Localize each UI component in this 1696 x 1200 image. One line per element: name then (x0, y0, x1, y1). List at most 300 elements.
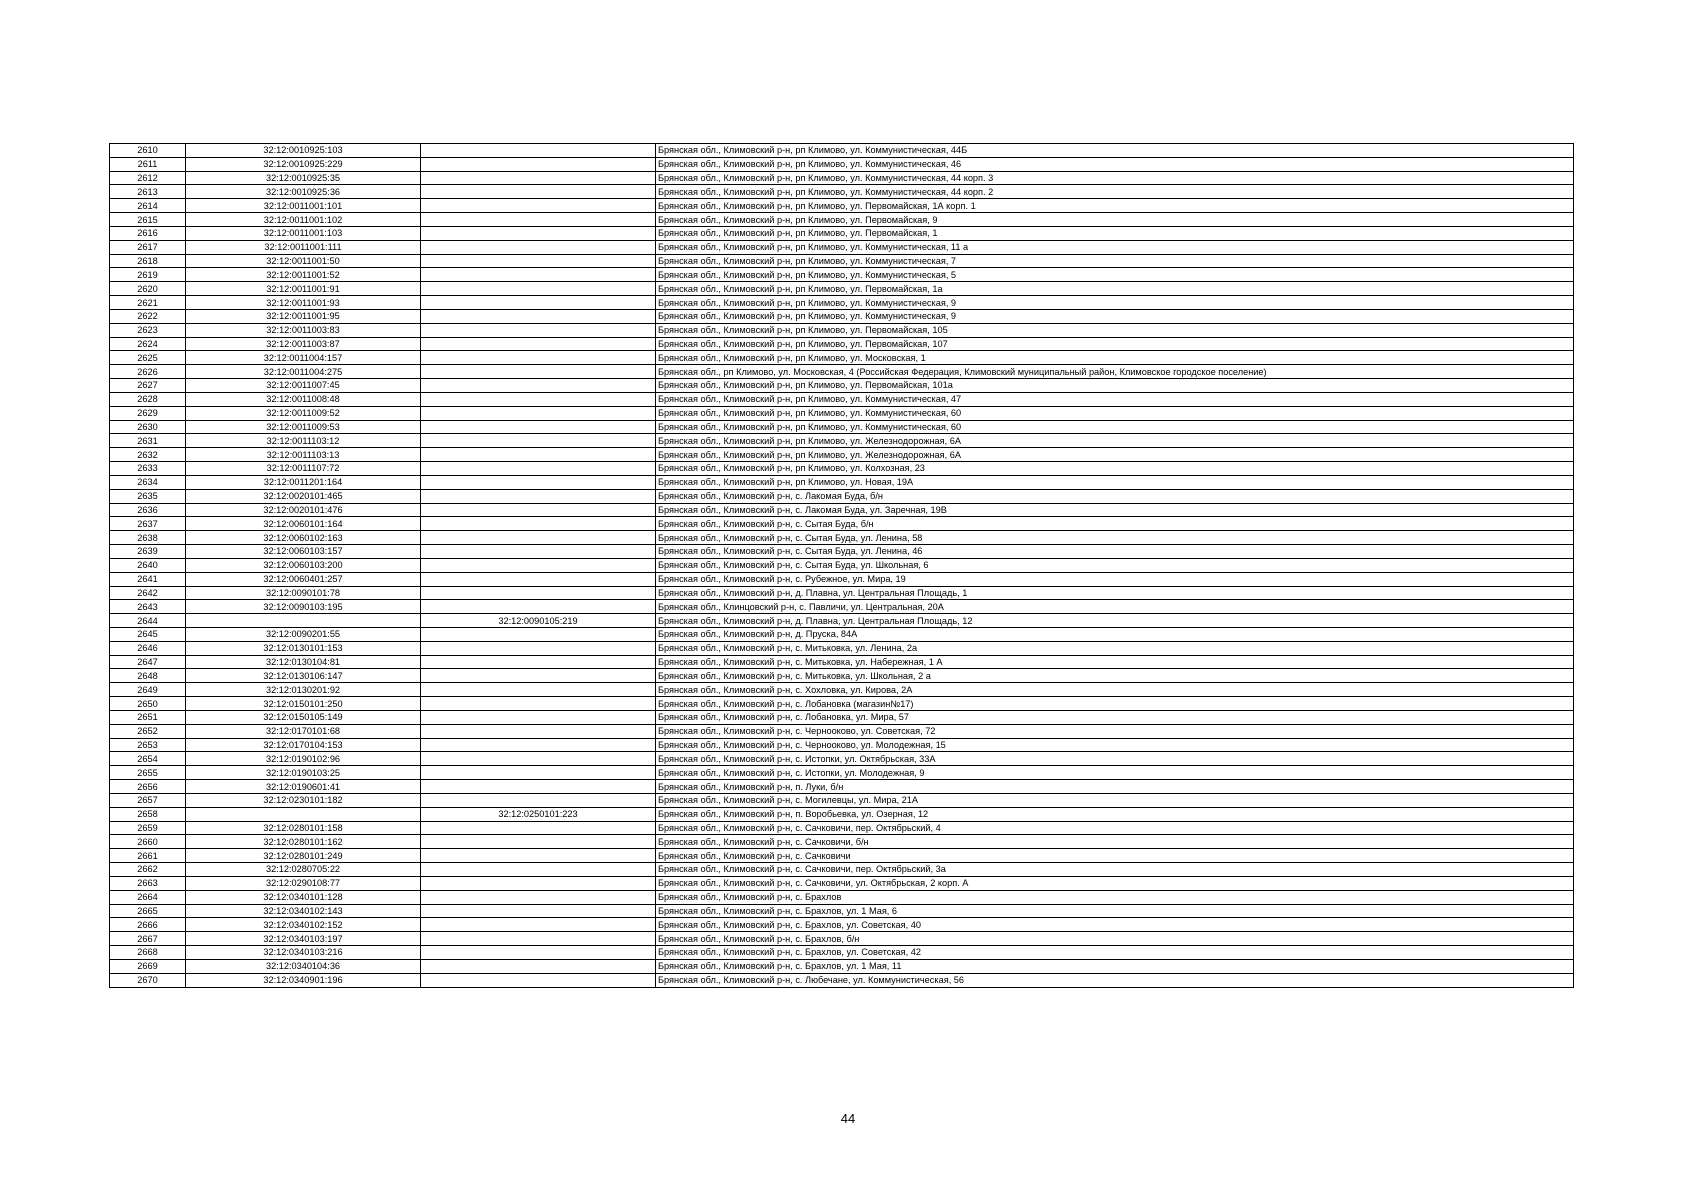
address-cell: Брянская обл., Климовский р-н, рп Климово, ул. Коммунистическая, 47 (656, 392, 1574, 406)
cadastral-number-alt-cell (421, 959, 656, 973)
cadastral-number-cell: 32:12:0011001:93 (186, 296, 421, 310)
cadastral-number-cell: 32:12:0011103:12 (186, 434, 421, 448)
cadastral-number-alt-cell (421, 724, 656, 738)
cadastral-number-alt-cell (421, 793, 656, 807)
table-row (110, 835, 1574, 849)
cadastral-number-alt-cell (421, 835, 656, 849)
cadastral-number-cell: 32:12:0060401:257 (186, 572, 421, 586)
table-row (110, 475, 1574, 489)
row-number-cell: 2629 (110, 406, 186, 420)
row-number-cell: 2611 (110, 157, 186, 171)
row-number-cell: 2610 (110, 144, 186, 158)
cadastral-number-cell: 32:12:0340104:36 (186, 959, 421, 973)
address-cell: Брянская обл., Климовский р-н, с. Лакомая Буда, ул. Заречная, 19В (656, 503, 1574, 517)
address-cell: Брянская обл., Климовский р-н, рп Климово, ул. Первомайская, 105 (656, 323, 1574, 337)
row-number-cell: 2642 (110, 586, 186, 600)
cadastral-number-cell: 32:12:0020101:465 (186, 489, 421, 503)
row-number-cell: 2634 (110, 475, 186, 489)
cadastral-number-alt-cell (421, 185, 656, 199)
address-cell: Брянская обл., Климовский р-н, рп Климово, ул. Первомайская, 1а (656, 282, 1574, 296)
table-row (110, 185, 1574, 199)
cadastral-number-alt-cell (421, 600, 656, 614)
cadastral-number-cell: 32:12:0011107:72 (186, 462, 421, 476)
cadastral-number-cell: 32:12:0010925:36 (186, 185, 421, 199)
cadastral-number-alt-cell (421, 655, 656, 669)
table-row (110, 586, 1574, 600)
row-number-cell: 2613 (110, 185, 186, 199)
row-number-cell: 2630 (110, 420, 186, 434)
table-row (110, 489, 1574, 503)
row-number-cell: 2645 (110, 627, 186, 641)
cadastral-number-cell: 32:12:0011007:45 (186, 379, 421, 393)
cadastral-number-cell: 32:12:0060103:200 (186, 558, 421, 572)
address-cell: Брянская обл., Климовский р-н, рп Климово, ул. Коммунистическая, 7 (656, 254, 1574, 268)
address-cell: Брянская обл., Климовский р-н, с. Любечане, ул. Коммунистическая, 56 (656, 973, 1574, 987)
table-row (110, 379, 1574, 393)
table-row (110, 655, 1574, 669)
row-number-cell: 2617 (110, 240, 186, 254)
cadastral-number-cell: 32:12:0011103:13 (186, 448, 421, 462)
address-cell: Брянская обл., Климовский р-н, рп Климово, ул. Первомайская, 1 (656, 226, 1574, 240)
cadastral-number-cell: 32:12:0230101:182 (186, 793, 421, 807)
cadastral-number-alt-cell (421, 157, 656, 171)
row-number-cell: 2633 (110, 462, 186, 476)
table-row (110, 517, 1574, 531)
cadastral-number-cell: 32:12:0010925:103 (186, 144, 421, 158)
cadastral-number-alt-cell (421, 365, 656, 379)
address-cell: Брянская обл., Климовский р-н, с. Сытая Буда, ул. Ленина, 46 (656, 545, 1574, 559)
address-cell: Брянская обл., рп Климово, ул. Московская, 4 (Российская Федерация, Климовский муниципальный район, Климовское городское поселение) (656, 365, 1574, 379)
row-number-cell: 2614 (110, 199, 186, 213)
cadastral-number-cell: 32:12:0011004:275 (186, 365, 421, 379)
row-number-cell: 2658 (110, 807, 186, 821)
address-cell: Брянская обл., Климовский р-н, рп Климово, ул. Московская, 1 (656, 351, 1574, 365)
cadastral-number-alt-cell (421, 738, 656, 752)
table-row (110, 572, 1574, 586)
table-row (110, 614, 1574, 628)
cadastral-number-cell: 32:12:0011008:48 (186, 392, 421, 406)
table-row (110, 793, 1574, 807)
address-cell: Брянская обл., Климовский р-н, с. Брахлов, ул. 1 Мая, 11 (656, 959, 1574, 973)
address-cell: Брянская обл., Климовский р-н, рп Климово, ул. Коммунистическая, 9 (656, 296, 1574, 310)
address-cell: Брянская обл., Климовский р-н, п. Луки, б/н (656, 780, 1574, 794)
cadastral-number-alt-cell (421, 351, 656, 365)
cadastral-number-cell (186, 614, 421, 628)
table-row (110, 268, 1574, 282)
row-number-cell: 2653 (110, 738, 186, 752)
table-row (110, 697, 1574, 711)
table-row (110, 545, 1574, 559)
address-cell: Брянская обл., Климовский р-н, рп Климово, ул. Коммунистическая, 44 корп. 3 (656, 171, 1574, 185)
cadastral-number-cell: 32:12:0280705:22 (186, 863, 421, 877)
address-cell: Брянская обл., Климовский р-н, с. Сытая Буда, ул. Школьная, 6 (656, 558, 1574, 572)
address-cell: Брянская обл., Климовский р-н, рп Климово, ул. Коммунистическая, 5 (656, 268, 1574, 282)
row-number-cell: 2644 (110, 614, 186, 628)
cadastral-number-alt-cell: 32:12:0090105:219 (421, 614, 656, 628)
cadastral-number-cell: 32:12:0011001:102 (186, 213, 421, 227)
cadastral-number-alt-cell (421, 406, 656, 420)
row-number-cell: 2659 (110, 821, 186, 835)
cadastral-number-alt-cell (421, 475, 656, 489)
table-row (110, 296, 1574, 310)
cadastral-number-cell: 32:12:0011201:164 (186, 475, 421, 489)
address-cell: Брянская обл., Климовский р-н, с. Митьковка, ул. Ленина, 2а (656, 641, 1574, 655)
cadastral-number-cell: 32:12:0150105:149 (186, 710, 421, 724)
cadastral-number-cell: 32:12:0011001:101 (186, 199, 421, 213)
table-row (110, 849, 1574, 863)
address-cell: Брянская обл., Климовский р-н, рп Климово, ул. Коммунистическая, 11 а (656, 240, 1574, 254)
cadastral-number-alt-cell (421, 199, 656, 213)
row-number-cell: 2670 (110, 973, 186, 987)
table-row (110, 946, 1574, 960)
cadastral-number-cell: 32:12:0011001:52 (186, 268, 421, 282)
cadastral-number-cell: 32:12:0130106:147 (186, 669, 421, 683)
row-number-cell: 2641 (110, 572, 186, 586)
cadastral-number-cell: 32:12:0090103:195 (186, 600, 421, 614)
table-row (110, 157, 1574, 171)
row-number-cell: 2667 (110, 932, 186, 946)
row-number-cell: 2621 (110, 296, 186, 310)
table-row (110, 904, 1574, 918)
table-row (110, 959, 1574, 973)
table-row (110, 226, 1574, 240)
page-number: 44 (840, 1111, 856, 1126)
address-cell: Брянская обл., Климовский р-н, рп Климово, ул. Первомайская, 107 (656, 337, 1574, 351)
cadastral-number-alt-cell (421, 946, 656, 960)
cadastral-number-alt-cell (421, 462, 656, 476)
address-cell: Брянская обл., Климовский р-н, д. Плавна, ул. Центральная Площадь, 1 (656, 586, 1574, 600)
address-cell: Брянская обл., Климовский р-н, рп Климово, ул. Коммунистическая, 60 (656, 420, 1574, 434)
row-number-cell: 2661 (110, 849, 186, 863)
cadastral-number-alt-cell (421, 379, 656, 393)
address-cell: Брянская обл., Климовский р-н, с. Чернооково, ул. Советская, 72 (656, 724, 1574, 738)
address-cell: Брянская обл., Климовский р-н, с. Рубежное, ул. Мира, 19 (656, 572, 1574, 586)
row-number-cell: 2666 (110, 918, 186, 932)
cadastral-number-alt-cell (421, 710, 656, 724)
cadastral-number-cell: 32:12:0011001:50 (186, 254, 421, 268)
table-row (110, 821, 1574, 835)
table-row (110, 863, 1574, 877)
cadastral-number-cell: 32:12:0020101:476 (186, 503, 421, 517)
row-number-cell: 2637 (110, 517, 186, 531)
cadastral-number-alt-cell (421, 904, 656, 918)
row-number-cell: 2669 (110, 959, 186, 973)
address-cell: Брянская обл., Климовский р-н, рп Климово, ул. Коммунистическая, 46 (656, 157, 1574, 171)
cadastral-number-alt-cell (421, 752, 656, 766)
row-number-cell: 2664 (110, 890, 186, 904)
table-body (110, 144, 1574, 988)
cadastral-number-cell: 32:12:0280101:249 (186, 849, 421, 863)
cadastral-number-cell: 32:12:0010925:35 (186, 171, 421, 185)
address-cell: Брянская обл., Климовский р-н, с. Чернооково, ул. Молодежная, 15 (656, 738, 1574, 752)
row-number-cell: 2626 (110, 365, 186, 379)
table-row (110, 144, 1574, 158)
cadastral-number-cell: 32:12:0280101:158 (186, 821, 421, 835)
address-cell: Брянская обл., Климовский р-н, с. Лобановка, ул. Мира, 57 (656, 710, 1574, 724)
cadastral-number-alt-cell (421, 171, 656, 185)
table-row (110, 503, 1574, 517)
cadastral-number-alt-cell (421, 973, 656, 987)
address-cell: Брянская обл., Климовский р-н, с. Истопки, ул. Октябрьская, 33А (656, 752, 1574, 766)
address-cell: Брянская обл., Климовский р-н, рп Климово, ул. Железнодорожная, 6А (656, 448, 1574, 462)
row-number-cell: 2663 (110, 876, 186, 890)
row-number-cell: 2640 (110, 558, 186, 572)
row-number-cell: 2632 (110, 448, 186, 462)
cadastral-number-alt-cell (421, 572, 656, 586)
cadastral-number-cell: 32:12:0340101:128 (186, 890, 421, 904)
table-row (110, 780, 1574, 794)
registry-table (109, 143, 1574, 988)
cadastral-number-alt-cell (421, 683, 656, 697)
table-row (110, 392, 1574, 406)
row-number-cell: 2625 (110, 351, 186, 365)
address-cell: Брянская обл., Климовский р-н, рп Климово, ул. Коммунистическая, 44Б (656, 144, 1574, 158)
cadastral-number-cell: 32:12:0290108:77 (186, 876, 421, 890)
table-row (110, 600, 1574, 614)
cadastral-number-alt-cell (421, 420, 656, 434)
table-row (110, 683, 1574, 697)
cadastral-number-cell: 32:12:0340102:143 (186, 904, 421, 918)
cadastral-number-alt-cell (421, 558, 656, 572)
cadastral-number-alt-cell (421, 890, 656, 904)
cadastral-number-alt-cell (421, 268, 656, 282)
cadastral-number-cell: 32:12:0011009:52 (186, 406, 421, 420)
cadastral-number-alt-cell (421, 876, 656, 890)
table-row (110, 213, 1574, 227)
cadastral-number-cell: 32:12:0190103:25 (186, 766, 421, 780)
row-number-cell: 2656 (110, 780, 186, 794)
row-number-cell: 2650 (110, 697, 186, 711)
cadastral-number-alt-cell (421, 296, 656, 310)
address-cell: Брянская обл., Климовский р-н, с. Сачковичи (656, 849, 1574, 863)
row-number-cell: 2636 (110, 503, 186, 517)
cadastral-number-alt-cell (421, 517, 656, 531)
cadastral-number-alt-cell (421, 669, 656, 683)
address-cell: Брянская обл., Климовский р-н, с. Брахлов, б/н (656, 932, 1574, 946)
row-number-cell: 2627 (110, 379, 186, 393)
address-cell: Брянская обл., Климовский р-н, с. Сытая Буда, б/н (656, 517, 1574, 531)
cadastral-number-alt-cell (421, 586, 656, 600)
address-cell: Брянская обл., Климовский р-н, рп Климово, ул. Коммунистическая, 60 (656, 406, 1574, 420)
row-number-cell: 2649 (110, 683, 186, 697)
row-number-cell: 2615 (110, 213, 186, 227)
row-number-cell: 2622 (110, 309, 186, 323)
cadastral-number-cell: 32:12:0011003:87 (186, 337, 421, 351)
row-number-cell: 2612 (110, 171, 186, 185)
cadastral-number-alt-cell (421, 434, 656, 448)
row-number-cell: 2624 (110, 337, 186, 351)
row-number-cell: 2662 (110, 863, 186, 877)
cadastral-number-cell: 32:12:0011001:95 (186, 309, 421, 323)
table-row (110, 558, 1574, 572)
cadastral-number-cell: 32:12:0170101:68 (186, 724, 421, 738)
table-row (110, 918, 1574, 932)
cadastral-number-cell: 32:12:0090101:78 (186, 586, 421, 600)
address-cell: Брянская обл., Климовский р-н, с. Митьковка, ул. Школьная, 2 а (656, 669, 1574, 683)
cadastral-number-alt-cell (421, 641, 656, 655)
address-cell: Брянская обл., Климовский р-н, рп Климово, ул. Коммунистическая, 44 корп. 2 (656, 185, 1574, 199)
cadastral-number-cell: 32:12:0011003:83 (186, 323, 421, 337)
row-number-cell: 2639 (110, 545, 186, 559)
table-row (110, 254, 1574, 268)
address-cell: Брянская обл., Климовский р-н, рп Климово, ул. Новая, 19А (656, 475, 1574, 489)
table-row (110, 240, 1574, 254)
address-cell: Брянская обл., Климовский р-н, рп Климово, ул. Первомайская, 101а (656, 379, 1574, 393)
row-number-cell: 2619 (110, 268, 186, 282)
cadastral-number-cell: 32:12:0340103:216 (186, 946, 421, 960)
cadastral-number-alt-cell (421, 254, 656, 268)
address-cell: Брянская обл., Климовский р-н, с. Сачковичи, ул. Октябрьская, 2 корп. А (656, 876, 1574, 890)
cadastral-number-alt-cell (421, 309, 656, 323)
cadastral-number-cell: 32:12:0190102:96 (186, 752, 421, 766)
row-number-cell: 2660 (110, 835, 186, 849)
table-row (110, 448, 1574, 462)
cadastral-number-alt-cell (421, 392, 656, 406)
cadastral-number-cell: 32:12:0060102:163 (186, 531, 421, 545)
cadastral-number-alt-cell (421, 780, 656, 794)
table-row (110, 434, 1574, 448)
table-row (110, 973, 1574, 987)
cadastral-number-alt-cell (421, 932, 656, 946)
row-number-cell: 2618 (110, 254, 186, 268)
row-number-cell: 2638 (110, 531, 186, 545)
cadastral-number-alt-cell (421, 448, 656, 462)
table-row (110, 420, 1574, 434)
table-row (110, 351, 1574, 365)
row-number-cell: 2648 (110, 669, 186, 683)
address-cell: Брянская обл., Клинцовский р-н, с. Павличи, ул. Центральная, 20А (656, 600, 1574, 614)
cadastral-number-alt-cell (421, 918, 656, 932)
cadastral-number-alt-cell (421, 627, 656, 641)
address-cell: Брянская обл., Климовский р-н, с. Сачковичи, пер. Октябрьский, 3а (656, 863, 1574, 877)
table-row (110, 337, 1574, 351)
address-cell: Брянская обл., Климовский р-н, с. Брахлов, ул. Советская, 42 (656, 946, 1574, 960)
row-number-cell: 2647 (110, 655, 186, 669)
cadastral-number-alt-cell (421, 337, 656, 351)
row-number-cell: 2635 (110, 489, 186, 503)
address-cell: Брянская обл., Климовский р-н, д. Плавна, ул. Центральная Площадь, 12 (656, 614, 1574, 628)
table-row (110, 282, 1574, 296)
cadastral-number-alt-cell (421, 226, 656, 240)
cadastral-number-alt-cell (421, 503, 656, 517)
address-cell: Брянская обл., Климовский р-н, с. Лобановка (магазин№17) (656, 697, 1574, 711)
cadastral-number-alt-cell (421, 240, 656, 254)
cadastral-number-cell: 32:12:0280101:162 (186, 835, 421, 849)
cadastral-number-cell: 32:12:0011001:103 (186, 226, 421, 240)
cadastral-number-cell: 32:12:0170104:153 (186, 738, 421, 752)
row-number-cell: 2620 (110, 282, 186, 296)
address-cell: Брянская обл., Климовский р-н, с. Митьковка, ул. Набережная, 1 А (656, 655, 1574, 669)
row-number-cell: 2652 (110, 724, 186, 738)
address-cell: Брянская обл., Климовский р-н, рп Климово, ул. Первомайская, 1А корп. 1 (656, 199, 1574, 213)
table-row (110, 724, 1574, 738)
cadastral-number-cell: 32:12:0340103:197 (186, 932, 421, 946)
cadastral-number-alt-cell (421, 489, 656, 503)
address-cell: Брянская обл., Климовский р-н, п. Воробьевка, ул. Озерная, 12 (656, 807, 1574, 821)
address-cell: Брянская обл., Климовский р-н, с. Сачковичи, б/н (656, 835, 1574, 849)
table-row (110, 669, 1574, 683)
row-number-cell: 2631 (110, 434, 186, 448)
address-cell: Брянская обл., Климовский р-н, с. Брахлов (656, 890, 1574, 904)
cadastral-number-alt-cell (421, 531, 656, 545)
cadastral-number-cell: 32:12:0011001:111 (186, 240, 421, 254)
cadastral-number-cell: 32:12:0130104:81 (186, 655, 421, 669)
table-row (110, 406, 1574, 420)
table-row (110, 627, 1574, 641)
cadastral-number-alt-cell (421, 282, 656, 296)
address-cell: Брянская обл., Климовский р-н, с. Могилевцы, ул. Мира, 21А (656, 793, 1574, 807)
address-cell: Брянская обл., Климовский р-н, рп Климово, ул. Коммунистическая, 9 (656, 309, 1574, 323)
row-number-cell: 2628 (110, 392, 186, 406)
cadastral-number-alt-cell (421, 863, 656, 877)
row-number-cell: 2616 (110, 226, 186, 240)
table-row (110, 710, 1574, 724)
cadastral-number-cell: 32:12:0060101:164 (186, 517, 421, 531)
cadastral-number-alt-cell (421, 144, 656, 158)
address-cell: Брянская обл., Климовский р-н, с. Брахлов, ул. Советская, 40 (656, 918, 1574, 932)
table-row (110, 890, 1574, 904)
cadastral-number-cell: 32:12:0130201:92 (186, 683, 421, 697)
row-number-cell: 2655 (110, 766, 186, 780)
table-row (110, 323, 1574, 337)
table-row (110, 531, 1574, 545)
cadastral-number-alt-cell (421, 213, 656, 227)
cadastral-number-cell: 32:12:0011001:91 (186, 282, 421, 296)
cadastral-number-cell: 32:12:0010925:229 (186, 157, 421, 171)
address-cell: Брянская обл., Климовский р-н, рп Климово, ул. Колхозная, 23 (656, 462, 1574, 476)
address-cell: Брянская обл., Климовский р-н, рп Климово, ул. Первомайская, 9 (656, 213, 1574, 227)
table-row (110, 641, 1574, 655)
row-number-cell: 2657 (110, 793, 186, 807)
cadastral-number-alt-cell (421, 323, 656, 337)
row-number-cell: 2654 (110, 752, 186, 766)
table-row (110, 738, 1574, 752)
row-number-cell: 2643 (110, 600, 186, 614)
row-number-cell: 2668 (110, 946, 186, 960)
row-number-cell: 2665 (110, 904, 186, 918)
address-cell: Брянская обл., Климовский р-н, с. Хохловка, ул. Кирова, 2А (656, 683, 1574, 697)
cadastral-number-cell: 32:12:0340102:152 (186, 918, 421, 932)
address-cell: Брянская обл., Климовский р-н, с. Брахлов, ул. 1 Мая, 6 (656, 904, 1574, 918)
cadastral-number-alt-cell (421, 545, 656, 559)
row-number-cell: 2651 (110, 710, 186, 724)
cadastral-number-alt-cell: 32:12:0250101:223 (421, 807, 656, 821)
cadastral-number-cell: 32:12:0090201:55 (186, 627, 421, 641)
table-row (110, 752, 1574, 766)
table-row (110, 876, 1574, 890)
address-cell: Брянская обл., Климовский р-н, с. Сытая Буда, ул. Ленина, 58 (656, 531, 1574, 545)
row-number-cell: 2623 (110, 323, 186, 337)
cadastral-number-cell (186, 807, 421, 821)
cadastral-number-cell: 32:12:0150101:250 (186, 697, 421, 711)
table-row (110, 807, 1574, 821)
address-cell: Брянская обл., Климовский р-н, с. Истопки, ул. Молодежная, 9 (656, 766, 1574, 780)
table-row (110, 766, 1574, 780)
address-cell: Брянская обл., Климовский р-н, д. Пруска, 84А (656, 627, 1574, 641)
table-row (110, 171, 1574, 185)
cadastral-number-alt-cell (421, 766, 656, 780)
cadastral-number-cell: 32:12:0340901:196 (186, 973, 421, 987)
cadastral-number-alt-cell (421, 849, 656, 863)
table-row (110, 462, 1574, 476)
table-row (110, 932, 1574, 946)
address-cell: Брянская обл., Климовский р-н, рп Климово, ул. Железнодорожная, 6А (656, 434, 1574, 448)
cadastral-number-alt-cell (421, 821, 656, 835)
cadastral-number-cell: 32:12:0011004:157 (186, 351, 421, 365)
address-cell: Брянская обл., Климовский р-н, с. Сачковичи, пер. Октябрьский, 4 (656, 821, 1574, 835)
cadastral-number-cell: 32:12:0011009:53 (186, 420, 421, 434)
cadastral-number-cell: 32:12:0190601:41 (186, 780, 421, 794)
